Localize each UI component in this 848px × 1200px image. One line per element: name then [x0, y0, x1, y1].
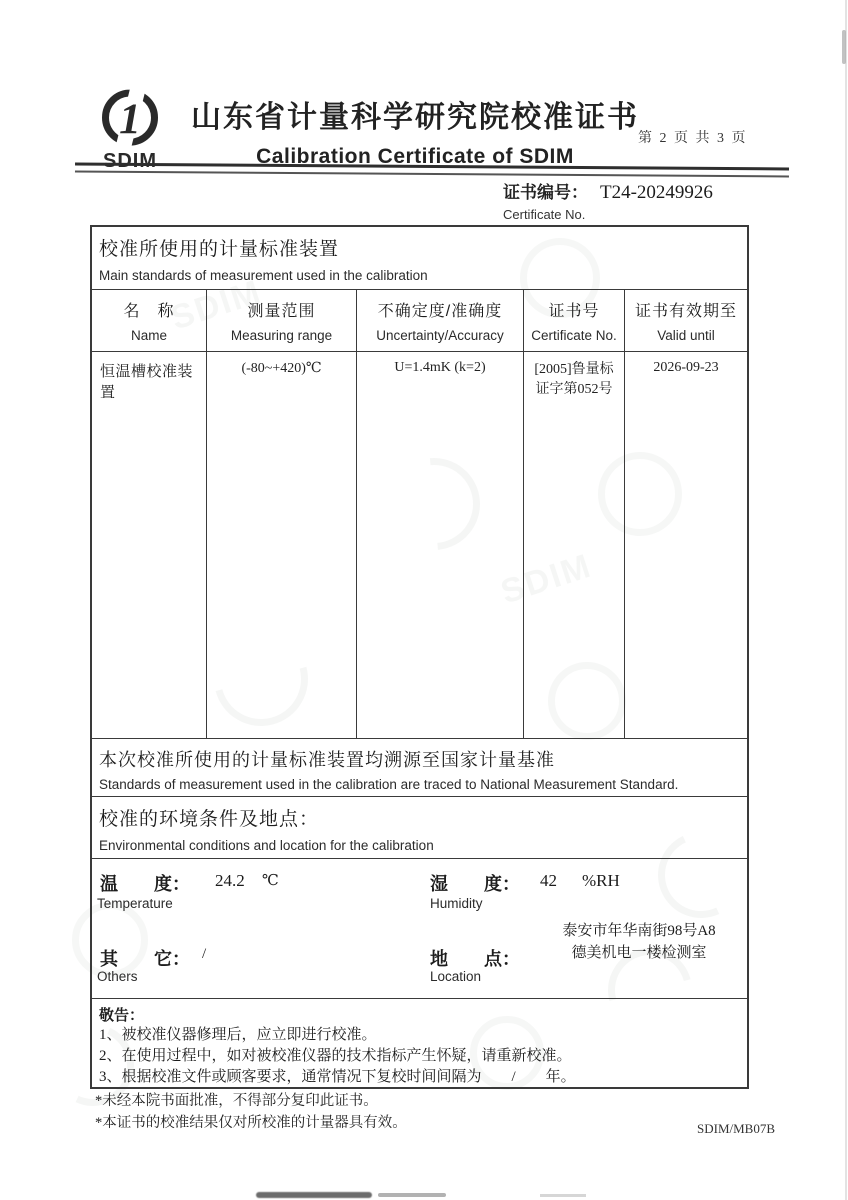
- certificate-number-value: T24-20249926: [600, 182, 713, 203]
- others-label: 其 它：: [100, 949, 190, 969]
- scan-edge-line: [845, 0, 847, 1200]
- temperature-label: 温 度：: [100, 874, 190, 894]
- column-header-cn: 证书有效期至: [634, 303, 737, 320]
- column-header-cn: 证书号: [548, 303, 600, 320]
- environment-title-en: Environmental conditions and location for the calibration: [99, 838, 434, 853]
- column-header-cn: 测量范围: [247, 303, 316, 320]
- temperature-value: 24.2: [215, 871, 245, 890]
- column-header-cn: 不确定度/准确度: [377, 303, 503, 320]
- environment-section-header: [92, 797, 747, 859]
- watermark-text: SDIM: [166, 272, 267, 338]
- location-label-en: Location: [430, 969, 482, 984]
- column-header-valid: [625, 290, 747, 351]
- page-number: 第 2 页 共 3 页: [638, 131, 748, 146]
- standards-section-header: [92, 227, 747, 290]
- logo-label: SDIM: [103, 150, 157, 172]
- sdim-logo: [82, 84, 178, 173]
- scan-artifact: [256, 1192, 372, 1198]
- cell-standard-name: 恒温槽校准装置: [92, 352, 207, 738]
- column-header-uncertainty: [357, 290, 524, 351]
- column-header-en: Valid until: [657, 328, 715, 343]
- notice-item-2: 2、在使用过程中，如对被校准仪器的技术指标产生怀疑，请重新校准。: [99, 1048, 572, 1064]
- svg-text:1: 1: [119, 95, 141, 143]
- certificate-body-frame: [90, 225, 749, 1089]
- certificate-number-label: 证书编号：: [503, 183, 588, 202]
- column-header-en: Name: [130, 328, 167, 343]
- location-line1: 泰安市年华南街98号A8: [562, 923, 716, 939]
- others-label-en: Others: [97, 969, 138, 984]
- location-line2: 德美机电一楼检测室: [571, 945, 707, 961]
- standards-table-row: [92, 352, 747, 739]
- cell-certificate-no: [2005]鲁量标证字第052号: [524, 352, 625, 738]
- certificate-number-block: [503, 178, 713, 222]
- column-header-en: Uncertainty/Accuracy: [376, 328, 504, 343]
- environment-conditions: [92, 859, 747, 999]
- scan-edge-mark: [842, 30, 846, 64]
- footer-note-1: *未经本院书面批准，不得部分复印此证书。: [95, 1093, 378, 1109]
- traceability-text-en: Standards of measurement used in the calibration are traced to National Measurement Standard.: [99, 777, 679, 792]
- cell-valid-until: 2026-09-23: [653, 360, 719, 375]
- cell-uncertainty: U=1.4mK (k=2): [357, 352, 524, 738]
- column-header-certno: [524, 290, 625, 351]
- scan-artifact: [378, 1193, 446, 1197]
- page-title-en: Calibration Certificate of SDIM: [256, 145, 574, 168]
- humidity-label: 湿 度：: [430, 874, 520, 894]
- sdim-logo-icon: [95, 84, 165, 154]
- notice-section: [92, 999, 747, 1087]
- form-code: SDIM/MB07B: [697, 1121, 776, 1136]
- location-value: [504, 920, 774, 964]
- column-header-cn: 名 称: [123, 303, 175, 320]
- standards-table-header: [92, 290, 747, 352]
- page-title: 山东省计量科学研究院校准证书: [191, 101, 639, 134]
- others-value: /: [202, 946, 207, 962]
- cell-measuring-range: (-80~+420)℃: [207, 352, 357, 738]
- scan-artifact: [540, 1194, 586, 1197]
- column-header-range: [207, 290, 357, 351]
- traceability-section: [92, 739, 747, 797]
- notice-item-3: 3、根据校准文件或顾客要求，通常情况下复校时间间隔为 / 年。: [99, 1069, 576, 1085]
- traceability-text: 本次校准所使用的计量标准装置均溯源至国家计量基准: [99, 750, 555, 770]
- watermark-text: SDIM: [496, 546, 597, 612]
- footer-notes: [95, 1090, 407, 1134]
- location-label: 地 点：: [430, 949, 520, 969]
- document-title-block: [180, 92, 650, 169]
- temperature-label-en: Temperature: [97, 896, 173, 911]
- environment-title: 校准的环境条件及地点：: [99, 809, 320, 830]
- standards-title-en: Main standards of measurement used in the calibration: [99, 268, 428, 283]
- certificate-number-label-en: Certificate No.: [503, 207, 586, 222]
- header-divider: [75, 163, 789, 178]
- footer-note-2: *本证书的校准结果仅对所校准的计量器具有效。: [95, 1115, 407, 1131]
- humidity-unit: %RH: [582, 871, 620, 890]
- humidity-label-en: Humidity: [430, 896, 483, 911]
- column-header-en: Measuring range: [230, 328, 333, 343]
- standards-title: 校准所使用的计量标准装置: [99, 239, 340, 260]
- notice-title: 敬告：: [99, 1007, 145, 1024]
- temperature-unit: ℃: [262, 873, 279, 889]
- column-header-en: Certificate No.: [531, 328, 617, 343]
- notice-item-1: 1、被校准仪器修理后，应立即进行校准。: [99, 1027, 377, 1043]
- humidity-value: 42: [540, 871, 557, 890]
- column-header-name: [92, 290, 207, 351]
